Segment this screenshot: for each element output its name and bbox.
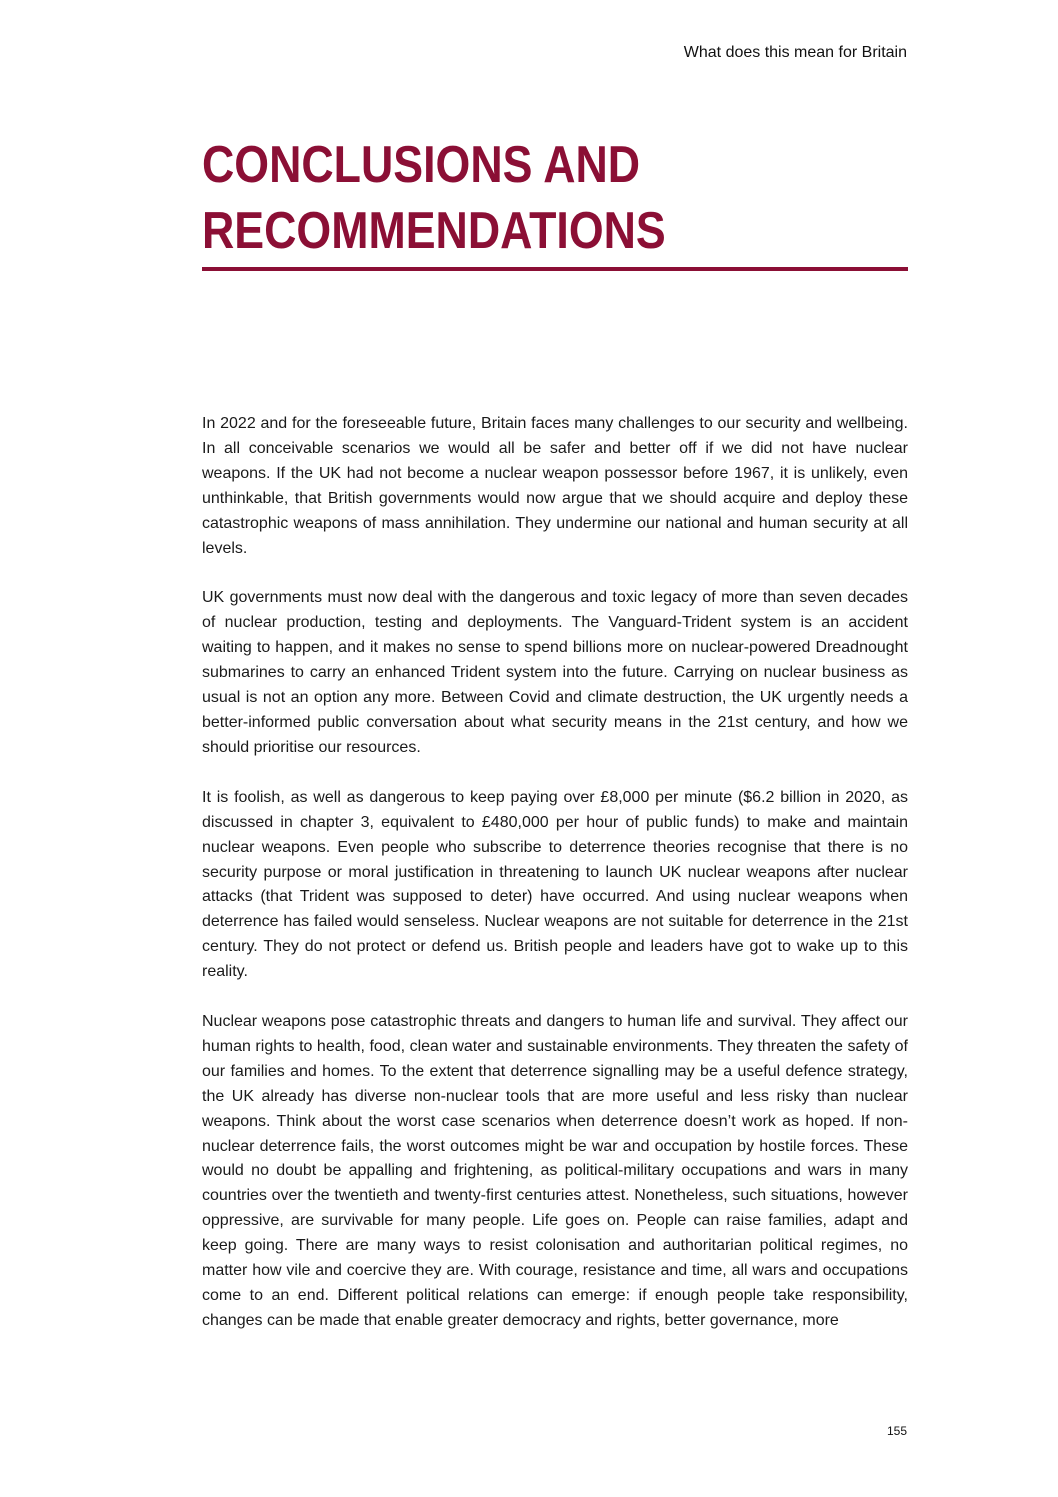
page-title-line-1: CONCLUSIONS AND (202, 136, 641, 194)
title-divider (202, 267, 908, 271)
paragraph-4: Nuclear weapons pose catastrophic threats and dangers to human life and survival. They affect our human rights to health, food, clean water and sustainable environments. They threaten the safety of our families and homes. To the extent that deterrence signalling may be a useful defence strategy, the UK already has diverse non-nuclear tools that are more useful and less risky than nuclear weapons. Think about the worst case scenarios when deterrence doesn’t work as hoped. If non-nuclear deterrence fails, the worst outcomes might be war and occupation by hostile forces. These would no doubt be appalling and frightening, as political-military occupations and wars in many countries over the twentieth and twenty-first centuries attest. Nonetheless, such situations, however oppressive, are survivable for many people. Life goes on. People can raise families, adapt and keep going. There are many ways to resist colonisation and authoritarian political regimes, no matter how vile and coercive they are. With courage, resistance and time, all wars and occupations come to an end. Different political relations can emerge: if enough people take responsibility, changes can be made that enable greater democracy and rights, better governance, more (202, 1013, 908, 1329)
paragraph-2: UK governments must now deal with the dangerous and toxic legacy of more than seven decades of nuclear production, testing and deployments. The Vanguard-Trident system is an accident waiting to happen, and it makes no sense to spend billions more on nuclear-powered Dreadnought submarines to carry an enhanced Trident system into the future. Carrying on nuclear business as usual is not an option any more. Between Covid and climate destruction, the UK urgently needs a better-informed public conversation about what security means in the 21st century, and how we should prioritise our resources. (202, 589, 908, 756)
paragraph-3: It is foolish, as well as dangerous to keep paying over £8,000 per minute ($6.2 billion in 2020, as discussed in chapter 3, equivalent to £480,000 per hour of public funds) to make and maintain nuclear weapons. Even people who subscribe to deterrence theories recognise that there is no security purpose or moral justification in threatening to launch UK nuclear weapons after nuclear attacks (that Trident was supposed to deter) have occurred. And using nuclear weapons when deterrence has failed would senseless. Nuclear weapons are not suitable for deterrence in the 21st century. They do not protect or defend us. British people and leaders have got to wake up to this reality. (202, 788, 908, 981)
page-number: 155 (886, 1424, 907, 1438)
page-title (202, 132, 809, 264)
body-text (202, 412, 908, 1359)
page-title-line-2: RECOMMENDATIONS (202, 202, 666, 260)
running-header: What does this mean for Britain (683, 44, 907, 61)
paragraph-1: In 2022 and for the foreseeable future, Britain faces many challenges to our security and wellbeing. In all conceivable scenarios we would all be safer and better off if we did not have nuclear weapons. If the UK had not become a nuclear weapon possessor before 1967, it is unlikely, even unthinkable, that British governments would now argue that we should acquire and deploy these catastrophic weapons of mass annihilation. They undermine our national and human security at all levels. (202, 415, 908, 557)
